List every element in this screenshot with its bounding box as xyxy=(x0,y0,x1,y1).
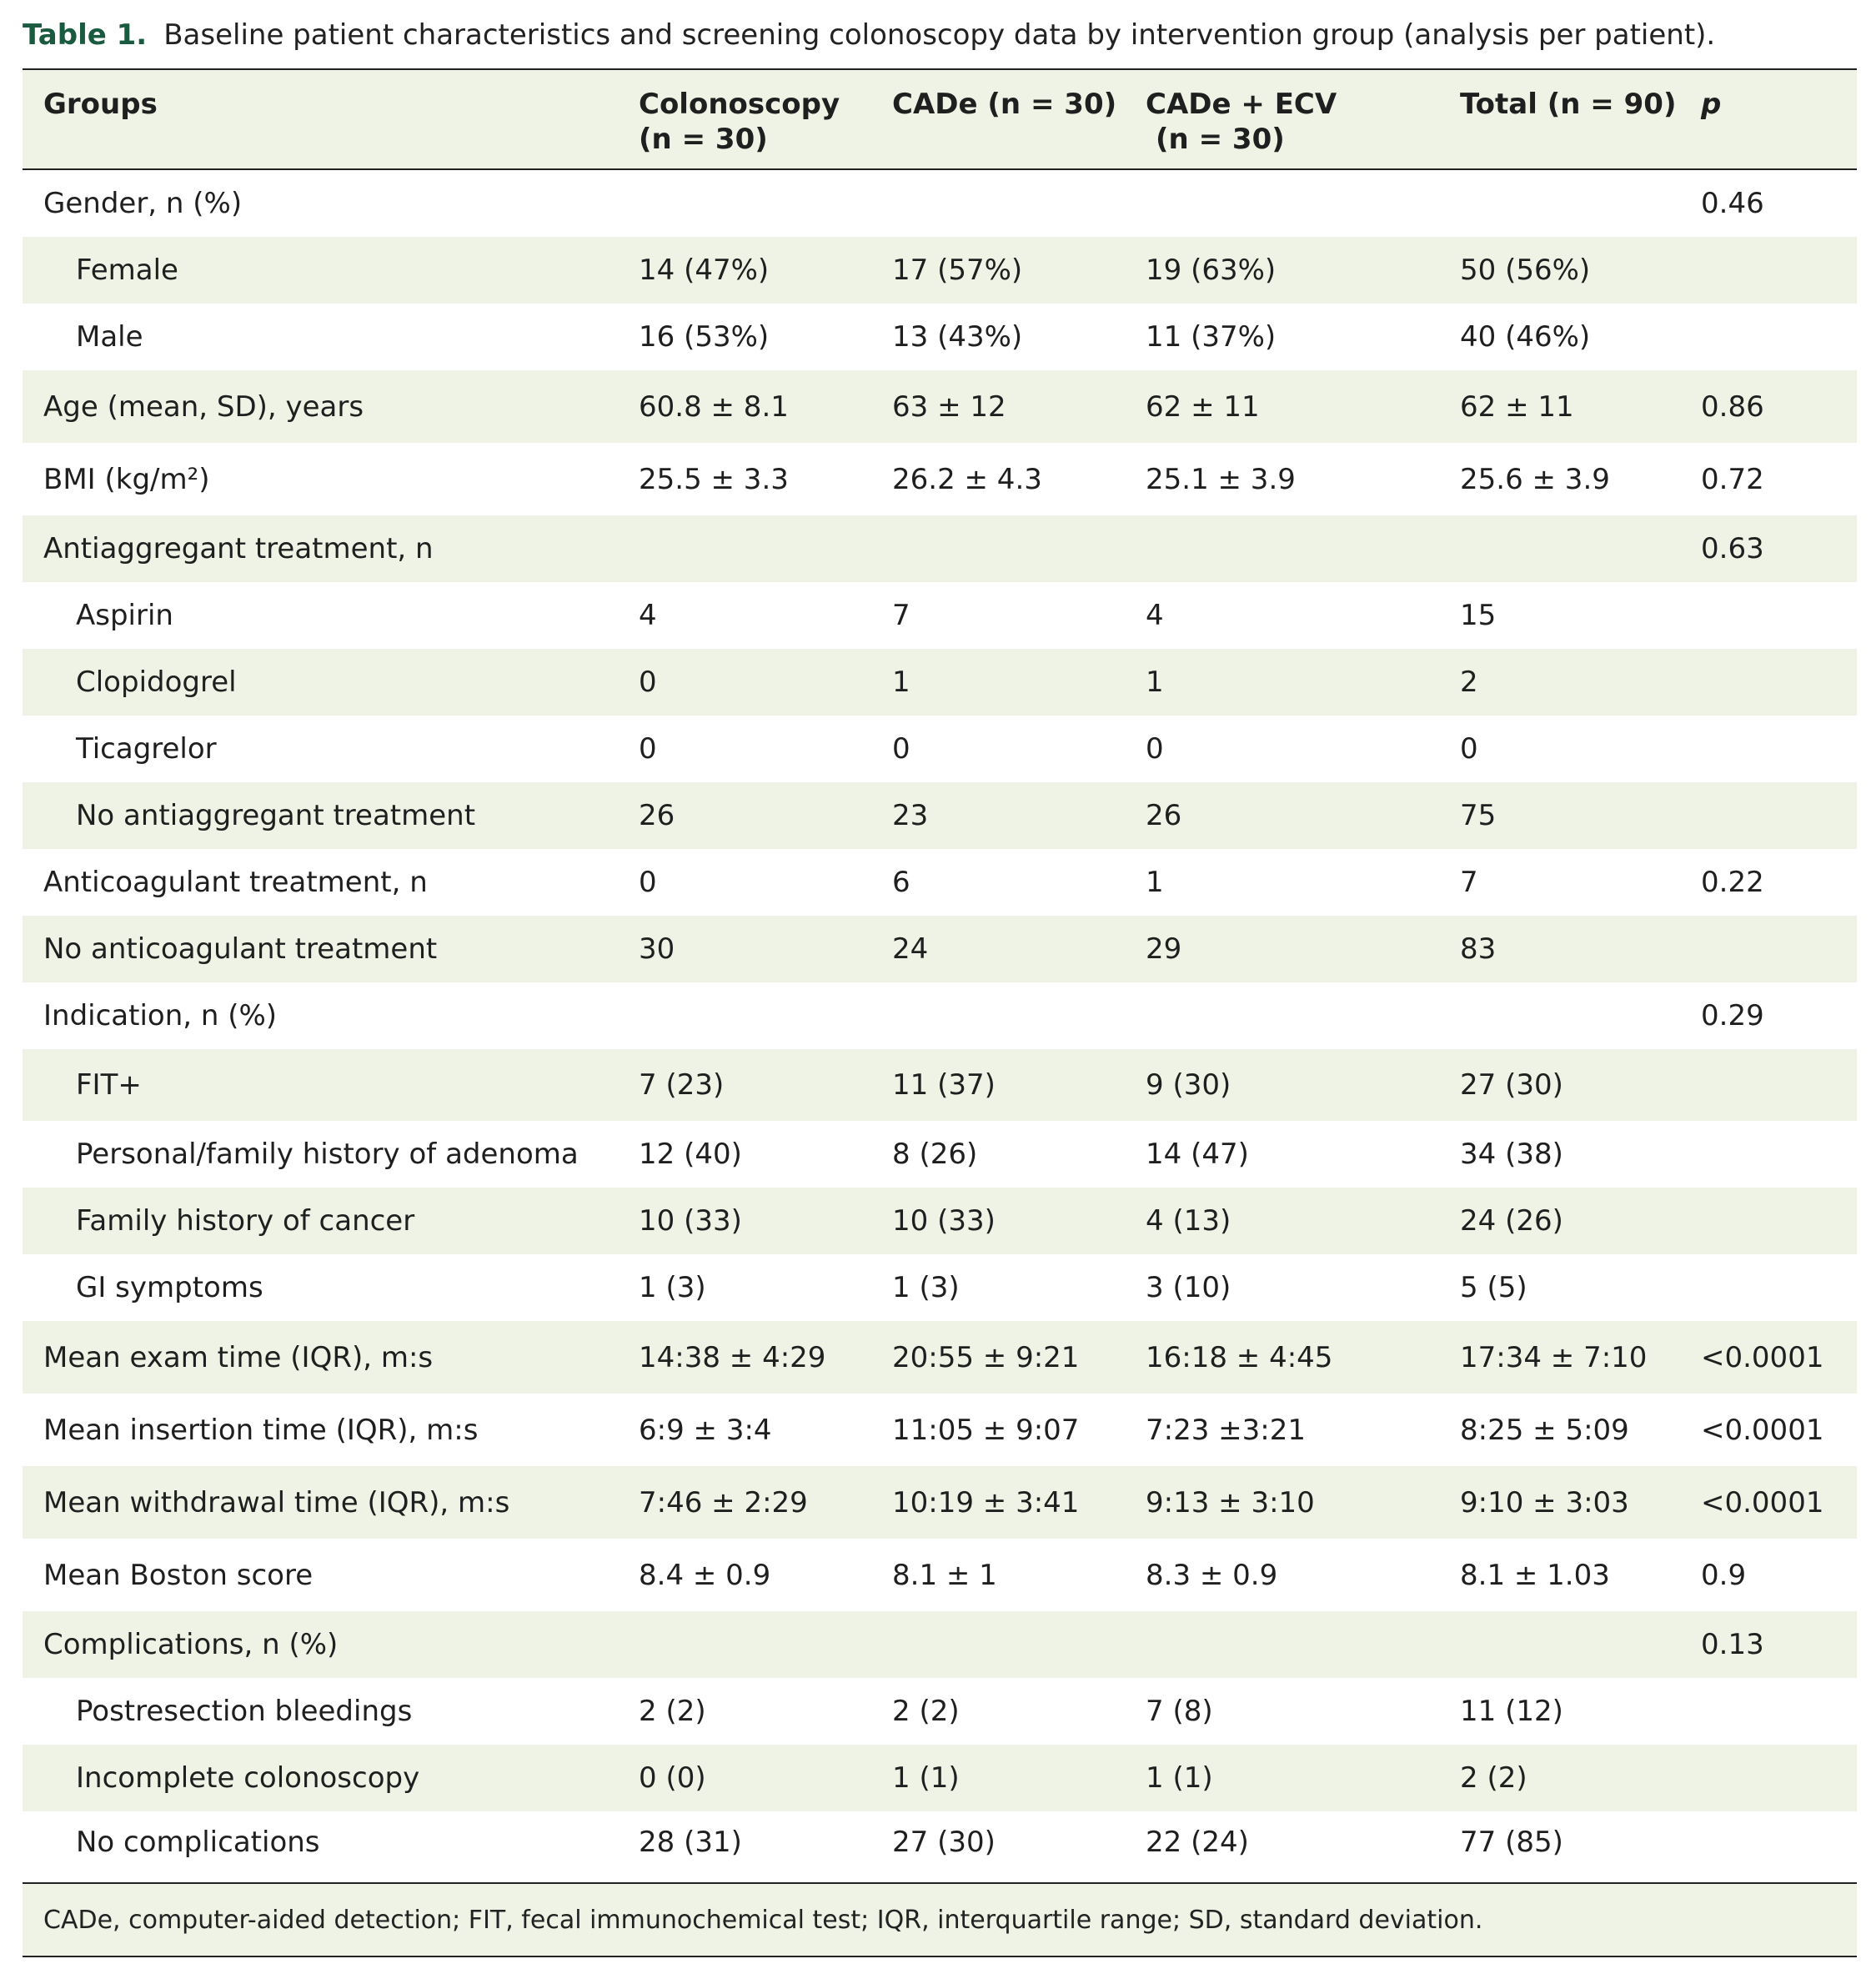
row-label: FIT+ xyxy=(76,1068,142,1102)
row-label: GI symptoms xyxy=(76,1271,263,1304)
row-label: Mean Boston score xyxy=(43,1558,314,1592)
total-cell: 9:10 ± 3:03 xyxy=(1460,1485,1629,1519)
colonoscopy-cell: 16 (53%) xyxy=(639,320,770,354)
total-cell: 2 xyxy=(1460,666,1478,699)
row-label: Incomplete colonoscopy xyxy=(76,1761,420,1795)
cade-cell: 63 ± 12 xyxy=(892,389,1006,424)
total-cell: 5 (5) xyxy=(1460,1271,1527,1304)
table-row xyxy=(23,1611,1857,1678)
row-label: Clopidogrel xyxy=(76,666,237,699)
table-row xyxy=(23,1121,1857,1188)
header-cade-ecv xyxy=(1146,70,1337,168)
p-value-cell: <0.0001 xyxy=(1701,1413,1824,1447)
colonoscopy-cell: 1 (3) xyxy=(639,1271,706,1304)
colonoscopy-cell: 30 xyxy=(639,932,675,966)
cade-cell: 11:05 ± 9:07 xyxy=(892,1413,1080,1447)
p-value-cell: <0.0001 xyxy=(1701,1485,1824,1519)
cade-ecv-cell: 1 xyxy=(1146,866,1164,899)
total-cell: 15 xyxy=(1460,599,1497,632)
cade-cell: 27 (30) xyxy=(892,1825,996,1859)
table-row xyxy=(23,1745,1857,1811)
cade-ecv-cell: 19 (63%) xyxy=(1146,254,1277,287)
table-row xyxy=(23,237,1857,304)
total-cell: 24 (26) xyxy=(1460,1204,1563,1238)
colonoscopy-cell: 10 (33) xyxy=(639,1204,742,1238)
row-label: Postresection bleedings xyxy=(76,1695,413,1728)
row-label: Gender, n (%) xyxy=(43,187,243,220)
row-label: Mean withdrawal time (IQR), m:s xyxy=(43,1485,510,1519)
table-row xyxy=(23,1466,1857,1539)
cade-cell: 2 (2) xyxy=(892,1695,960,1728)
colonoscopy-cell: 0 xyxy=(639,866,657,899)
header-total: Total (n = 90) xyxy=(1460,88,1677,121)
total-cell: 27 (30) xyxy=(1460,1068,1563,1102)
p-value-cell: 0.46 xyxy=(1701,187,1764,220)
table-footnote: CADe, computer-aided detection; FIT, fecal immunochemical test; IQR, interquartile range; SD, standard deviation. xyxy=(23,1882,1857,1957)
cade-ecv-cell: 26 xyxy=(1146,799,1182,832)
total-cell: 8:25 ± 5:09 xyxy=(1460,1413,1629,1447)
table-body xyxy=(23,170,1857,1872)
row-label: Complications, n (%) xyxy=(43,1628,339,1661)
colonoscopy-cell: 2 (2) xyxy=(639,1695,706,1728)
cade-ecv-cell: 4 (13) xyxy=(1146,1204,1231,1238)
p-value-cell: 0.72 xyxy=(1701,462,1764,496)
cade-ecv-cell: 16:18 ± 4:45 xyxy=(1146,1340,1333,1374)
table-row xyxy=(23,370,1857,443)
header-colonoscopy xyxy=(639,70,840,168)
header-cade-ecv-line1: CADe + ECV xyxy=(1146,88,1337,121)
table-row xyxy=(23,304,1857,370)
cade-cell: 24 xyxy=(892,932,929,966)
cade-cell: 1 (3) xyxy=(892,1271,960,1304)
table-header-row xyxy=(23,70,1857,170)
p-value-cell: 0.86 xyxy=(1701,389,1764,424)
cade-ecv-cell: 22 (24) xyxy=(1146,1825,1249,1859)
cade-ecv-cell: 9:13 ± 3:10 xyxy=(1146,1485,1315,1519)
cade-ecv-cell: 1 xyxy=(1146,666,1164,699)
row-label: Indication, n (%) xyxy=(43,999,278,1032)
header-colonoscopy-line2: (n = 30) xyxy=(639,123,768,156)
table-row xyxy=(23,1254,1857,1321)
row-label: Mean exam time (IQR), m:s xyxy=(43,1340,434,1374)
table-row xyxy=(23,916,1857,982)
table-row xyxy=(23,782,1857,849)
row-label: Mean insertion time (IQR), m:s xyxy=(43,1413,479,1447)
table-row xyxy=(23,1321,1857,1394)
colonoscopy-cell: 12 (40) xyxy=(639,1138,742,1171)
colonoscopy-cell: 0 xyxy=(639,732,657,766)
p-value-cell: <0.0001 xyxy=(1701,1340,1824,1374)
table-row xyxy=(23,515,1857,582)
row-label: No anticoagulant treatment xyxy=(43,932,438,966)
header-p-label: p xyxy=(1701,88,1722,121)
table-row xyxy=(23,582,1857,649)
colonoscopy-cell: 60.8 ± 8.1 xyxy=(639,389,789,424)
table-row xyxy=(23,1811,1857,1872)
table-row xyxy=(23,1539,1857,1611)
total-cell: 11 (12) xyxy=(1460,1695,1563,1728)
table-row xyxy=(23,443,1857,515)
header-colonoscopy-line1: Colonoscopy xyxy=(639,88,840,121)
cade-ecv-cell: 9 (30) xyxy=(1146,1068,1231,1102)
row-label: Age (mean, SD), years xyxy=(43,389,364,424)
table-row xyxy=(23,1678,1857,1745)
colonoscopy-cell: 4 xyxy=(639,599,657,632)
row-label: Male xyxy=(76,320,143,354)
p-value-cell: 0.9 xyxy=(1701,1558,1747,1592)
table-label: Table 1. xyxy=(23,18,148,52)
table-row xyxy=(23,170,1857,237)
total-cell: 77 (85) xyxy=(1460,1825,1563,1859)
colonoscopy-cell: 7 (23) xyxy=(639,1068,725,1102)
cade-cell: 10:19 ± 3:41 xyxy=(892,1485,1080,1519)
cade-ecv-cell: 1 (1) xyxy=(1146,1761,1213,1795)
header-groups: Groups xyxy=(43,88,158,121)
colonoscopy-cell: 14 (47%) xyxy=(639,254,770,287)
p-value-cell: 0.22 xyxy=(1701,866,1764,899)
cade-cell: 10 (33) xyxy=(892,1204,996,1238)
colonoscopy-cell: 8.4 ± 0.9 xyxy=(639,1558,771,1592)
cade-ecv-cell: 14 (47) xyxy=(1146,1138,1249,1171)
row-label: Personal/family history of adenoma xyxy=(76,1138,579,1171)
colonoscopy-cell: 6:9 ± 3:4 xyxy=(639,1413,772,1447)
table-row xyxy=(23,1188,1857,1254)
cade-cell: 8.1 ± 1 xyxy=(892,1558,997,1592)
total-cell: 40 (46%) xyxy=(1460,320,1591,354)
p-value-cell: 0.13 xyxy=(1701,1628,1764,1661)
table-title: Baseline patient characteristics and screening colonoscopy data by intervention group (analysis per patient). xyxy=(163,18,1716,52)
row-label: Antiaggregant treatment, n xyxy=(43,532,434,565)
colonoscopy-cell: 0 (0) xyxy=(639,1761,706,1795)
total-cell: 7 xyxy=(1460,866,1478,899)
p-value-cell: 0.29 xyxy=(1701,999,1764,1032)
cade-cell: 0 xyxy=(892,732,910,766)
table-row xyxy=(23,1394,1857,1466)
cade-ecv-cell: 29 xyxy=(1146,932,1182,966)
row-label: Ticagrelor xyxy=(76,732,217,766)
row-label: Family history of cancer xyxy=(76,1204,415,1238)
cade-cell: 8 (26) xyxy=(892,1138,978,1171)
cade-ecv-cell: 62 ± 11 xyxy=(1146,389,1260,424)
cade-cell: 11 (37) xyxy=(892,1068,996,1102)
cade-cell: 23 xyxy=(892,799,929,832)
table-row xyxy=(23,982,1857,1049)
table-row xyxy=(23,1049,1857,1121)
cade-cell: 20:55 ± 9:21 xyxy=(892,1340,1080,1374)
row-label: No antiaggregant treatment xyxy=(76,799,476,832)
total-cell: 62 ± 11 xyxy=(1460,389,1574,424)
colonoscopy-cell: 0 xyxy=(639,666,657,699)
header-cade: CADe (n = 30) xyxy=(892,88,1117,121)
baseline-table xyxy=(23,68,1857,1872)
total-cell: 34 (38) xyxy=(1460,1138,1563,1171)
colonoscopy-cell: 26 xyxy=(639,799,675,832)
cade-ecv-cell: 0 xyxy=(1146,732,1164,766)
colonoscopy-cell: 28 (31) xyxy=(639,1825,742,1859)
row-label: No complications xyxy=(76,1825,320,1859)
table-row xyxy=(23,849,1857,916)
total-cell: 25.6 ± 3.9 xyxy=(1460,462,1610,496)
header-cade-ecv-line2: (n = 30) xyxy=(1156,123,1285,156)
cade-ecv-cell: 25.1 ± 3.9 xyxy=(1146,462,1296,496)
cade-cell: 1 (1) xyxy=(892,1761,960,1795)
cade-ecv-cell: 7 (8) xyxy=(1146,1695,1213,1728)
table-row xyxy=(23,716,1857,782)
cade-cell: 13 (43%) xyxy=(892,320,1023,354)
cade-ecv-cell: 8.3 ± 0.9 xyxy=(1146,1558,1278,1592)
row-label: Female xyxy=(76,254,178,287)
p-value-cell: 0.63 xyxy=(1701,532,1764,565)
total-cell: 8.1 ± 1.03 xyxy=(1460,1558,1610,1592)
cade-ecv-cell: 3 (10) xyxy=(1146,1271,1231,1304)
total-cell: 17:34 ± 7:10 xyxy=(1460,1340,1648,1374)
cade-ecv-cell: 11 (37%) xyxy=(1146,320,1277,354)
cade-cell: 26.2 ± 4.3 xyxy=(892,462,1042,496)
cade-cell: 17 (57%) xyxy=(892,254,1023,287)
row-label: Aspirin xyxy=(76,599,173,632)
cade-ecv-cell: 4 xyxy=(1146,599,1164,632)
row-label: Anticoagulant treatment, n xyxy=(43,866,428,899)
cade-cell: 7 xyxy=(892,599,910,632)
total-cell: 83 xyxy=(1460,932,1497,966)
colonoscopy-cell: 14:38 ± 4:29 xyxy=(639,1340,826,1374)
total-cell: 0 xyxy=(1460,732,1478,766)
colonoscopy-cell: 25.5 ± 3.3 xyxy=(639,462,789,496)
header-p xyxy=(1701,70,1721,168)
cade-ecv-cell: 7:23 ±3:21 xyxy=(1146,1413,1306,1447)
total-cell: 50 (56%) xyxy=(1460,254,1591,287)
table-row xyxy=(23,649,1857,716)
total-cell: 2 (2) xyxy=(1460,1761,1527,1795)
total-cell: 75 xyxy=(1460,799,1497,832)
cade-cell: 1 xyxy=(892,666,910,699)
row-label: BMI (kg/m²) xyxy=(43,462,210,496)
cade-cell: 6 xyxy=(892,866,910,899)
table-caption xyxy=(23,15,1715,55)
colonoscopy-cell: 7:46 ± 2:29 xyxy=(639,1485,808,1519)
